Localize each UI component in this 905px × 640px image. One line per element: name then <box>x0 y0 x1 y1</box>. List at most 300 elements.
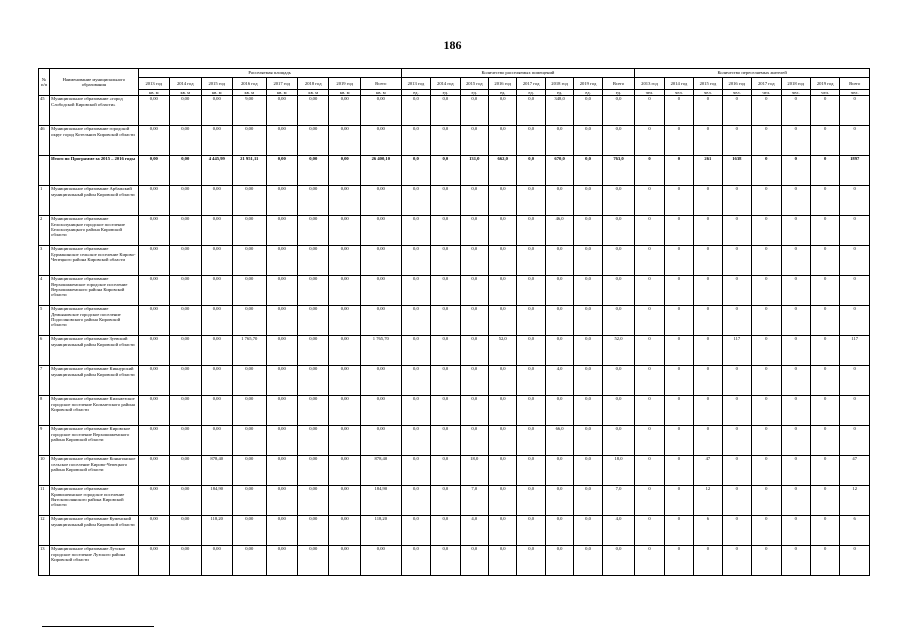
area-cell: 26 400,10 <box>360 156 401 186</box>
rooms-cell: 0,0 <box>460 336 488 366</box>
area-cell: 0,00 <box>138 126 169 156</box>
rooms-cell: 7,0 <box>460 486 488 516</box>
rooms-cell: 763,0 <box>602 156 635 186</box>
header-year-rooms-5: 2018 год <box>545 78 573 90</box>
people-cell: 0 <box>840 276 870 306</box>
area-cell: 0,00 <box>232 426 266 456</box>
area-cell: 0,00 <box>232 546 266 576</box>
header-year-area-5: 2018 год <box>297 78 328 90</box>
people-cell: 0 <box>752 336 781 366</box>
area-cell: 21 951,11 <box>232 156 266 186</box>
area-cell: 0,00 <box>170 156 201 186</box>
people-cell: 0 <box>635 186 664 216</box>
rooms-cell: 0,0 <box>602 546 635 576</box>
area-cell: 0,00 <box>138 336 169 366</box>
area-cell: 0,00 <box>266 156 297 186</box>
municipality-name: Муниципальное образование Кикнурский муниципальный район Кировской области <box>50 366 138 396</box>
area-cell: 0,00 <box>170 96 201 126</box>
municipality-name: Муниципальное образование Кильмезское городское поселение Кильмезского района Кировской области <box>50 396 138 426</box>
people-cell: 0 <box>694 246 722 276</box>
municipality-name: Муниципальное образование Лузское городское поселение Лузского района Кировской области <box>50 546 138 576</box>
area-cell: 0,00 <box>232 516 266 546</box>
rooms-cell: 0,0 <box>574 216 602 246</box>
rooms-cell: 0,0 <box>489 276 517 306</box>
people-cell: 0 <box>840 426 870 456</box>
row-number: 10 <box>39 456 50 486</box>
rooms-cell: 0,0 <box>545 306 573 336</box>
people-cell: 0 <box>694 126 722 156</box>
people-cell: 0 <box>694 366 722 396</box>
area-cell: 0,00 <box>297 96 328 126</box>
people-cell: 6 <box>694 516 722 546</box>
row-number: 2 <box>39 216 50 246</box>
rooms-cell: 0,0 <box>574 246 602 276</box>
people-cell: 0 <box>840 96 870 126</box>
area-cell: 0,00 <box>297 366 328 396</box>
area-cell: 0,00 <box>297 546 328 576</box>
resettlement-table-sheet <box>38 68 870 576</box>
table-row <box>39 186 870 216</box>
rooms-cell: 0,0 <box>517 396 545 426</box>
header-unit-area-0: кв. м <box>138 90 169 96</box>
area-cell: 0,00 <box>360 546 401 576</box>
area-cell: 0,00 <box>201 186 232 216</box>
rooms-cell: 0,0 <box>517 96 545 126</box>
area-cell: 0,00 <box>138 186 169 216</box>
area-cell: 184,90 <box>201 486 232 516</box>
header-number: № п/п <box>39 69 50 96</box>
rooms-cell: 0,0 <box>545 516 573 546</box>
footnote-rule <box>42 626 154 627</box>
municipality-name: Муниципальное образование Кривошеинское городское поселение Вятскополянского района Кировской области <box>50 486 138 516</box>
area-cell: 0,00 <box>170 216 201 246</box>
people-cell: 0 <box>810 156 839 186</box>
row-number: 7 <box>39 366 50 396</box>
table-row <box>39 516 870 546</box>
people-cell: 0 <box>810 486 839 516</box>
rooms-cell: 0,0 <box>517 546 545 576</box>
people-cell: 0 <box>722 516 751 546</box>
people-cell: 0 <box>781 96 810 126</box>
people-cell: 117 <box>722 336 751 366</box>
people-cell: 0 <box>810 276 839 306</box>
table-row <box>39 306 870 336</box>
area-cell: 0,00 <box>170 396 201 426</box>
rooms-cell: 0,0 <box>574 456 602 486</box>
header-rooms-group: Количество расселяемых помещений <box>401 69 635 78</box>
header-year-rooms-4: 2017 год <box>517 78 545 90</box>
rooms-cell: 0,0 <box>574 546 602 576</box>
people-cell: 0 <box>664 456 693 486</box>
people-cell: 0 <box>694 546 722 576</box>
header-unit-rooms-5: ед. <box>545 90 573 96</box>
area-cell: 0,00 <box>138 306 169 336</box>
people-cell: 0 <box>722 276 751 306</box>
rooms-cell: 0,0 <box>460 186 488 216</box>
people-cell: 0 <box>781 126 810 156</box>
area-cell: 0,00 <box>329 486 360 516</box>
rooms-cell: 0,0 <box>517 216 545 246</box>
area-cell: 0,00 <box>360 186 401 216</box>
rooms-cell: 0,0 <box>431 516 460 546</box>
header-unit-area-5: кв. м <box>297 90 328 96</box>
area-cell: 0,00 <box>138 246 169 276</box>
row-number: 5 <box>39 306 50 336</box>
rooms-cell: 0,0 <box>401 186 430 216</box>
header-unit-people-5: чел. <box>781 90 810 96</box>
area-cell: 0,00 <box>138 516 169 546</box>
people-cell: 0 <box>664 516 693 546</box>
people-cell: 0 <box>752 456 781 486</box>
rooms-cell: 0,0 <box>460 546 488 576</box>
row-number: 4 <box>39 276 50 306</box>
rooms-cell: 0,0 <box>574 96 602 126</box>
area-cell: 0,00 <box>266 366 297 396</box>
header-year-rooms-3: 2016 год <box>489 78 517 90</box>
people-cell: 0 <box>752 216 781 246</box>
municipality-name: Муниципальное образование Кировское городское поселение Верхошижемского района Кировской области <box>50 426 138 456</box>
header-unit-area-2: кв. м <box>201 90 232 96</box>
people-cell: 0 <box>752 306 781 336</box>
area-cell: 0,00 <box>329 156 360 186</box>
area-cell: 0,00 <box>329 96 360 126</box>
rooms-cell: 0,0 <box>489 306 517 336</box>
area-cell: 0,00 <box>266 96 297 126</box>
table-row <box>39 216 870 246</box>
rooms-cell: 0,0 <box>431 366 460 396</box>
area-cell: 0,00 <box>232 486 266 516</box>
rooms-cell: 348,0 <box>545 96 573 126</box>
area-cell: 0,00 <box>232 456 266 486</box>
people-cell: 0 <box>810 396 839 426</box>
area-cell: 0,00 <box>170 306 201 336</box>
people-cell: 0 <box>664 246 693 276</box>
area-cell: 0,00 <box>232 276 266 306</box>
rooms-cell: 0,0 <box>545 456 573 486</box>
rooms-cell: 0,0 <box>401 96 430 126</box>
municipality-name: Муниципальное образование Белохолуницкое городское поселение Белохолуницкого района Кировской области <box>50 216 138 246</box>
people-cell: 0 <box>664 96 693 126</box>
people-cell: 0 <box>752 186 781 216</box>
area-cell: 0,00 <box>297 276 328 306</box>
rooms-cell: 0,0 <box>602 216 635 246</box>
people-cell: 6 <box>840 516 870 546</box>
area-cell: 0,00 <box>232 126 266 156</box>
area-cell: 0,00 <box>232 246 266 276</box>
area-cell: 0,00 <box>266 276 297 306</box>
people-cell: 0 <box>694 306 722 336</box>
area-cell: 1 765,70 <box>232 336 266 366</box>
rooms-cell: 0,0 <box>545 276 573 306</box>
rooms-cell: 46,0 <box>545 216 573 246</box>
people-cell: 0 <box>840 546 870 576</box>
people-cell: 0 <box>781 396 810 426</box>
resettlement-table <box>38 68 870 576</box>
rooms-cell: 0,0 <box>545 246 573 276</box>
rooms-cell: 0,0 <box>602 96 635 126</box>
header-year-area-2: 2015 год <box>201 78 232 90</box>
header-year-people-3: 2016 год <box>722 78 751 90</box>
people-cell: 0 <box>722 126 751 156</box>
area-cell: 878,40 <box>360 456 401 486</box>
rooms-cell: 0,0 <box>517 426 545 456</box>
area-cell: 0,00 <box>360 276 401 306</box>
people-cell: 117 <box>840 336 870 366</box>
people-cell: 0 <box>781 156 810 186</box>
people-cell: 0 <box>810 216 839 246</box>
rooms-cell: 0,0 <box>517 276 545 306</box>
area-cell: 0,00 <box>201 306 232 336</box>
municipality-name: Муниципальное образование Коныгинское сельское поселение Кирово-Чепецкого района Кировской области <box>50 456 138 486</box>
rooms-cell: 0,0 <box>602 426 635 456</box>
header-year-people-6: 2019 год <box>810 78 839 90</box>
people-cell: 0 <box>781 336 810 366</box>
rooms-cell: 0,0 <box>431 456 460 486</box>
area-cell: 184,90 <box>360 486 401 516</box>
rooms-cell: 0,0 <box>602 186 635 216</box>
header-year-rooms-7: Всего <box>602 78 635 90</box>
header-year-rooms-2: 2015 год <box>460 78 488 90</box>
people-cell: 0 <box>781 216 810 246</box>
area-cell: 0,00 <box>138 456 169 486</box>
people-cell: 0 <box>694 276 722 306</box>
area-cell: 0,00 <box>360 366 401 396</box>
rooms-cell: 0,0 <box>574 306 602 336</box>
area-cell: 0,00 <box>138 426 169 456</box>
people-cell: 12 <box>694 486 722 516</box>
header-year-people-2: 2015 год <box>694 78 722 90</box>
rooms-cell: 18,0 <box>602 456 635 486</box>
people-cell: 0 <box>635 486 664 516</box>
rooms-cell: 0,0 <box>602 246 635 276</box>
people-cell: 0 <box>752 366 781 396</box>
rooms-cell: 0,0 <box>489 426 517 456</box>
people-cell: 0 <box>752 246 781 276</box>
header-year-area-4: 2017 год <box>266 78 297 90</box>
area-cell: 0,00 <box>232 216 266 246</box>
rooms-cell: 4,0 <box>460 516 488 546</box>
rooms-cell: 0,0 <box>517 246 545 276</box>
area-cell: 118,20 <box>201 516 232 546</box>
area-cell: 0,00 <box>138 546 169 576</box>
rooms-cell: 0,0 <box>460 216 488 246</box>
area-cell: 0,00 <box>138 216 169 246</box>
table-row <box>39 96 870 126</box>
header-unit-people-6: чел. <box>810 90 839 96</box>
people-cell: 0 <box>694 336 722 366</box>
people-cell: 0 <box>781 486 810 516</box>
table-row <box>39 366 870 396</box>
area-cell: 0,00 <box>329 546 360 576</box>
rooms-cell: 0,0 <box>517 456 545 486</box>
header-unit-area-3: кв. м <box>232 90 266 96</box>
area-cell: 0,00 <box>170 546 201 576</box>
rooms-cell: 0,0 <box>431 306 460 336</box>
area-cell: 0,00 <box>329 276 360 306</box>
rooms-cell: 52,0 <box>602 336 635 366</box>
area-cell: 0,00 <box>266 546 297 576</box>
rooms-cell: 0,0 <box>574 276 602 306</box>
people-cell: 0 <box>840 186 870 216</box>
header-unit-rooms-0: ед. <box>401 90 430 96</box>
table-row <box>39 396 870 426</box>
people-cell: 0 <box>635 126 664 156</box>
people-cell: 0 <box>722 486 751 516</box>
row-number: 13 <box>39 546 50 576</box>
people-cell: 0 <box>810 306 839 336</box>
row-number: 45 <box>39 96 50 126</box>
row-number: 1 <box>39 186 50 216</box>
area-cell: 0,00 <box>297 216 328 246</box>
people-cell: 0 <box>694 426 722 456</box>
people-cell: 0 <box>810 366 839 396</box>
rooms-cell: 0,0 <box>460 126 488 156</box>
people-cell: 1897 <box>840 156 870 186</box>
rooms-cell: 0,0 <box>602 396 635 426</box>
people-cell: 0 <box>840 396 870 426</box>
people-cell: 0 <box>664 486 693 516</box>
people-cell: 0 <box>722 216 751 246</box>
table-row <box>39 456 870 486</box>
rooms-cell: 0,0 <box>460 276 488 306</box>
area-cell: 0,00 <box>329 186 360 216</box>
people-cell: 0 <box>694 216 722 246</box>
rooms-cell: 0,0 <box>431 96 460 126</box>
people-cell: 0 <box>752 96 781 126</box>
header-year-people-0: 2013 год <box>635 78 664 90</box>
page-number: 186 <box>443 38 462 52</box>
area-cell: 0,00 <box>297 486 328 516</box>
rooms-cell: 0,0 <box>431 126 460 156</box>
area-cell: 0,00 <box>201 246 232 276</box>
rooms-cell: 0,0 <box>517 366 545 396</box>
table-row <box>39 546 870 576</box>
table-row <box>39 486 870 516</box>
area-cell: 0,00 <box>201 126 232 156</box>
rooms-cell: 0,0 <box>545 396 573 426</box>
rooms-cell: 4,0 <box>602 516 635 546</box>
people-cell: 0 <box>722 456 751 486</box>
header-year-area-6: 2019 год <box>329 78 360 90</box>
rooms-cell: 0,0 <box>517 126 545 156</box>
municipality-name: Муниципальное образование Демьяновское городское поселение Подосиновского района Кировской области <box>50 306 138 336</box>
people-cell: 0 <box>752 276 781 306</box>
rooms-cell: 0,0 <box>517 156 545 186</box>
people-cell: 12 <box>840 486 870 516</box>
rooms-cell: 0,0 <box>489 516 517 546</box>
people-cell: 0 <box>752 516 781 546</box>
municipality-name: Муниципальное образование Бурмакинское сельское поселение Кирово-Чепецкого района Кировской области <box>50 246 138 276</box>
rooms-cell: 0,0 <box>574 366 602 396</box>
header-unit-area-1: кв. м <box>170 90 201 96</box>
rooms-cell: 0,0 <box>431 336 460 366</box>
area-cell: 0,00 <box>329 246 360 276</box>
people-cell: 0 <box>781 426 810 456</box>
people-cell: 0 <box>810 126 839 156</box>
people-cell: 261 <box>694 156 722 186</box>
area-cell: 0,00 <box>170 276 201 306</box>
rooms-cell: 131,0 <box>460 156 488 186</box>
area-cell: 0,00 <box>170 126 201 156</box>
rooms-cell: 662,0 <box>489 156 517 186</box>
area-cell: 9,00 <box>232 96 266 126</box>
area-cell: 0,00 <box>297 156 328 186</box>
area-cell: 0,00 <box>201 546 232 576</box>
area-cell: 0,00 <box>138 96 169 126</box>
people-cell: 0 <box>781 276 810 306</box>
people-cell: 0 <box>722 186 751 216</box>
header-unit-rooms-1: ед. <box>431 90 460 96</box>
area-cell: 0,00 <box>138 486 169 516</box>
area-cell: 0,00 <box>201 216 232 246</box>
people-cell: 0 <box>752 486 781 516</box>
people-cell: 0 <box>810 426 839 456</box>
rooms-cell: 0,0 <box>401 126 430 156</box>
area-cell: 878,40 <box>201 456 232 486</box>
people-cell: 0 <box>781 186 810 216</box>
area-cell: 0,00 <box>360 306 401 336</box>
header-unit-rooms-3: ед. <box>489 90 517 96</box>
rooms-cell: 0,0 <box>401 396 430 426</box>
table-row <box>39 276 870 306</box>
people-cell: 0 <box>810 246 839 276</box>
people-cell: 0 <box>722 396 751 426</box>
people-cell: 0 <box>635 396 664 426</box>
header-people-group: Количество переселяемых жителей <box>635 69 870 78</box>
header-unit-area-6: кв. м <box>329 90 360 96</box>
rooms-cell: 0,0 <box>431 396 460 426</box>
rooms-cell: 0,0 <box>574 486 602 516</box>
people-cell: 0 <box>635 366 664 396</box>
row-number: 3 <box>39 246 50 276</box>
area-cell: 0,00 <box>170 366 201 396</box>
rooms-cell: 0,0 <box>431 216 460 246</box>
people-cell: 0 <box>635 336 664 366</box>
header-unit-people-3: чел. <box>722 90 751 96</box>
row-number: 6 <box>39 336 50 366</box>
rooms-cell: 0,0 <box>574 126 602 156</box>
area-cell: 0,00 <box>329 306 360 336</box>
header-unit-people-4: чел. <box>752 90 781 96</box>
people-cell: 0 <box>664 366 693 396</box>
header-unit-area-4: кв. м <box>266 90 297 96</box>
rooms-cell: 0,0 <box>517 186 545 216</box>
people-cell: 0 <box>722 546 751 576</box>
rooms-cell: 0,0 <box>460 246 488 276</box>
area-cell: 0,00 <box>329 516 360 546</box>
people-cell: 0 <box>722 366 751 396</box>
row-number: 46 <box>39 126 50 156</box>
header-year-people-1: 2014 год <box>664 78 693 90</box>
header-year-people-4: 2017 год <box>752 78 781 90</box>
people-cell: 0 <box>840 246 870 276</box>
people-cell: 0 <box>752 156 781 186</box>
rooms-cell: 0,0 <box>431 486 460 516</box>
people-cell: 0 <box>781 456 810 486</box>
rooms-cell: 0,0 <box>602 276 635 306</box>
people-cell: 0 <box>810 546 839 576</box>
people-cell: 0 <box>722 306 751 336</box>
rooms-cell: 18,0 <box>460 456 488 486</box>
people-cell: 0 <box>635 426 664 456</box>
rooms-cell: 0,0 <box>460 366 488 396</box>
rooms-cell: 0,0 <box>401 366 430 396</box>
people-cell: 0 <box>810 336 839 366</box>
people-cell: 0 <box>781 546 810 576</box>
rooms-cell: 0,0 <box>401 276 430 306</box>
area-cell: 0,00 <box>170 456 201 486</box>
header-unit-rooms-7: ед. <box>602 90 635 96</box>
